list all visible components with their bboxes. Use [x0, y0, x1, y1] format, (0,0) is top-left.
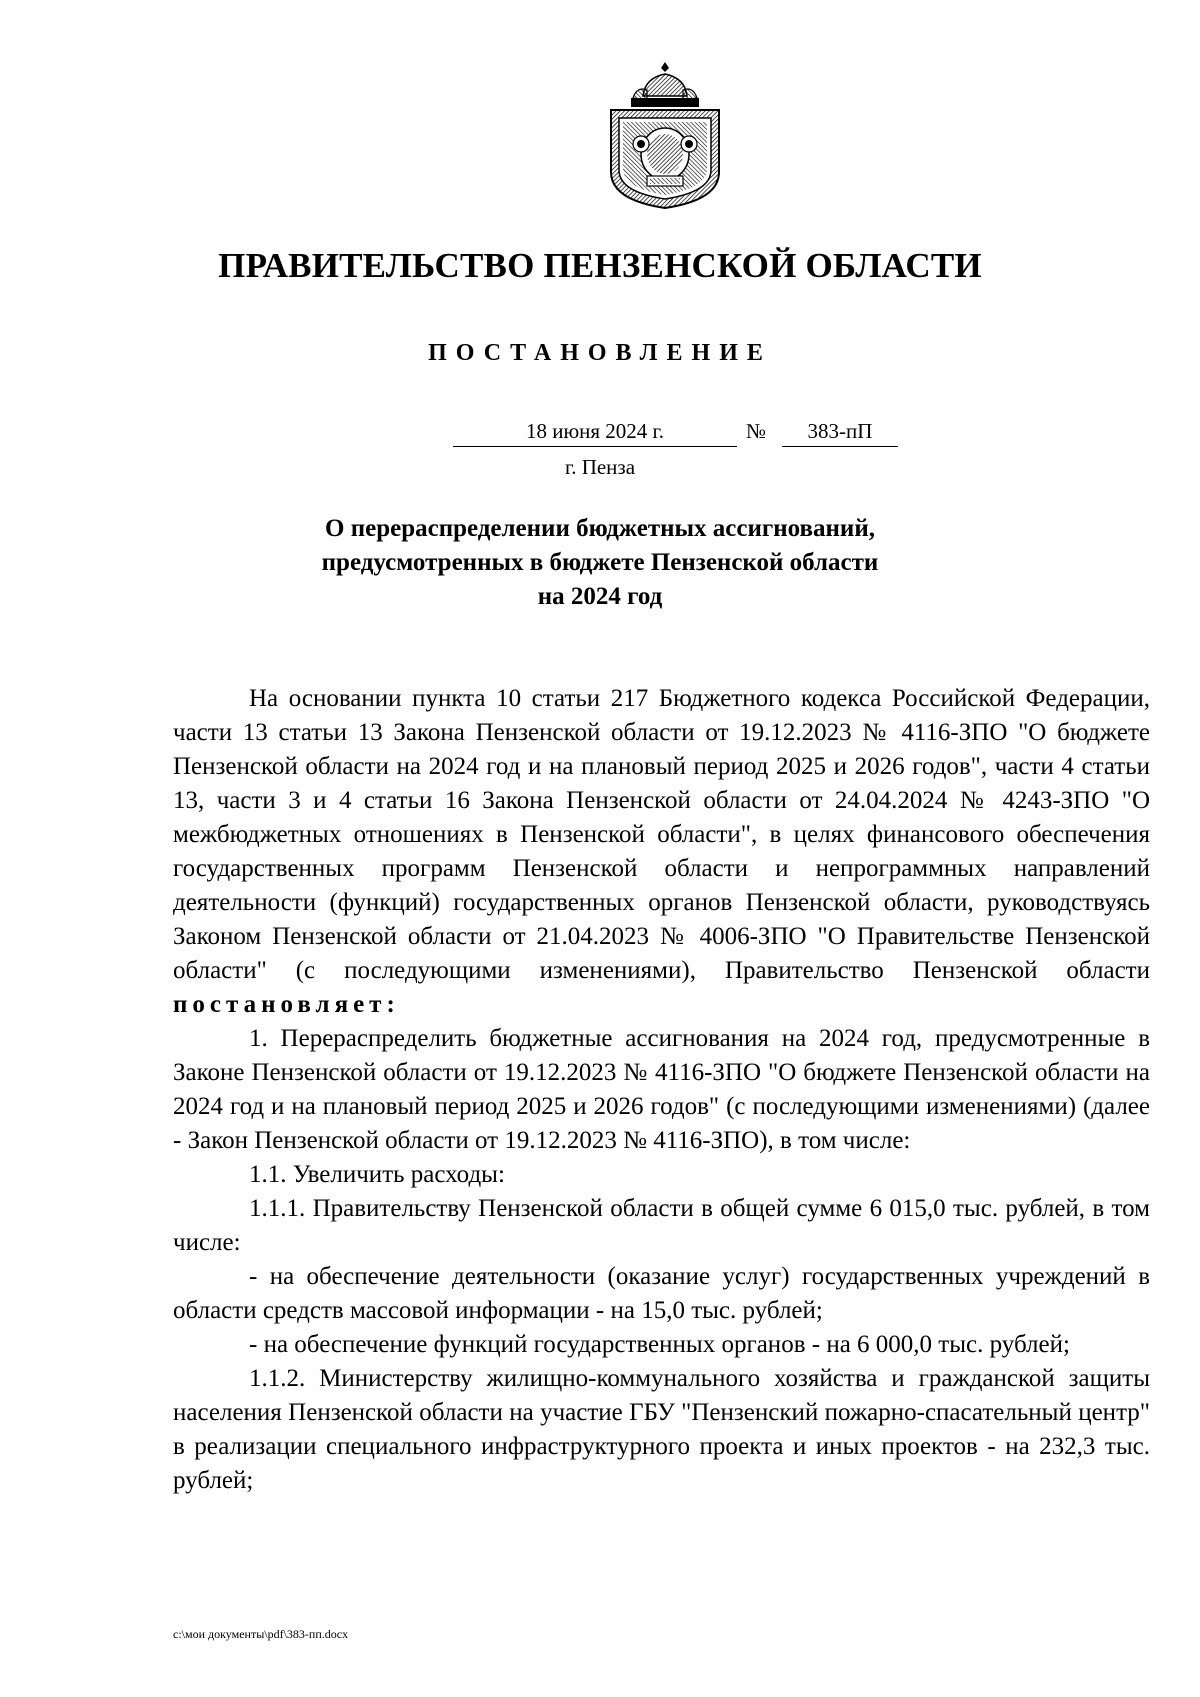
footer-file-path: c:\мои документы\pdf\383-пп.docx [173, 1627, 349, 1641]
item-paragraph: - на обеспечение деятельности (оказание услуг) государственных учреждений в области средств массовой информации - на 15,0 тыс. рублей; [173, 1263, 1150, 1324]
document-number: 383-пП [782, 416, 898, 447]
subject-line: на 2024 год [537, 583, 663, 610]
item-paragraph: 1.1.2. Министерству жилищно-коммунального хозяйства и гражданской защиты населения Пензенской области на участие ГБУ "Пензенский пожарно-спасательный центр" в реализации специального инфраструктурного проекта и иных проектов - на 232,3 тыс. рублей; [173, 1365, 1150, 1494]
subject-line: О перераспределении бюджетных ассигнований, [325, 515, 875, 542]
item-paragraph: 1.1.1. Правительству Пензенской области в общей сумме 6 015,0 тыс. рублей, в том числе: [173, 1195, 1150, 1256]
number-sign: № [746, 419, 767, 443]
government-title: ПРАВИТЕЛЬСТВО ПЕНЗЕНСКОЙ ОБЛАСТИ [218, 246, 982, 285]
subject-line: предусмотренных в бюджете Пензенской области [321, 549, 879, 576]
document-subject [0, 512, 1200, 614]
penza-oblast-coat-of-arms-icon [607, 60, 723, 210]
item-paragraph: 1.1. Увеличить расходы: [249, 1161, 505, 1188]
document-body [173, 682, 1150, 1498]
item-paragraph: 1. Перераспределить бюджетные ассигнования на 2024 год, предусмотренные в Законе Пензенской области от 19.12.2023 № 4116-ЗПО "О бюджете Пензенской области на 2024 год и на плановый период 2025 и 2026 годов" (с последующими изменениями) (далее - Закон Пензенской области от 19.12.2023 № 4116-ЗПО), в том числе: [173, 1025, 1150, 1154]
preamble-paragraph [173, 682, 1150, 1022]
document-type: ПОСТАНОВЛЕНИЕ [428, 340, 772, 366]
preamble-text: На основании пункта 10 статьи 217 Бюджетного кодекса Российской Федерации, части 13 статьи 13 Закона Пензенской области от 19.12.2023 № 4116-ЗПО "О бюджете Пензенской области на 2024 год и на плановый период 2025 и 2026 годов", части 4 статьи 13, части 3 и 4 статьи 16 Закона Пензенской области от 24.04.2024 № 4243-ЗПО "О межбюджетных отношениях в Пензенской области", в целях финансового обеспечения государственных программ Пензенской области и непрограммных направлений деятельности (функций) государственных органов Пензенской области, руководствуясь Законом Пензенской области от 21.04.2023 № 4006-ЗПО "О Правительстве Пензенской области" (с последующими изменениями), Правительство Пензенской области [173, 685, 1150, 984]
item-paragraph: - на обеспечение функций государственных органов - на 6 000,0 тыс. рублей; [249, 1331, 1070, 1358]
decree-word: постановляет: [173, 991, 400, 1018]
document-date: 18 июня 2024 г. [453, 416, 737, 447]
document-city: г. Пенза [564, 455, 636, 479]
